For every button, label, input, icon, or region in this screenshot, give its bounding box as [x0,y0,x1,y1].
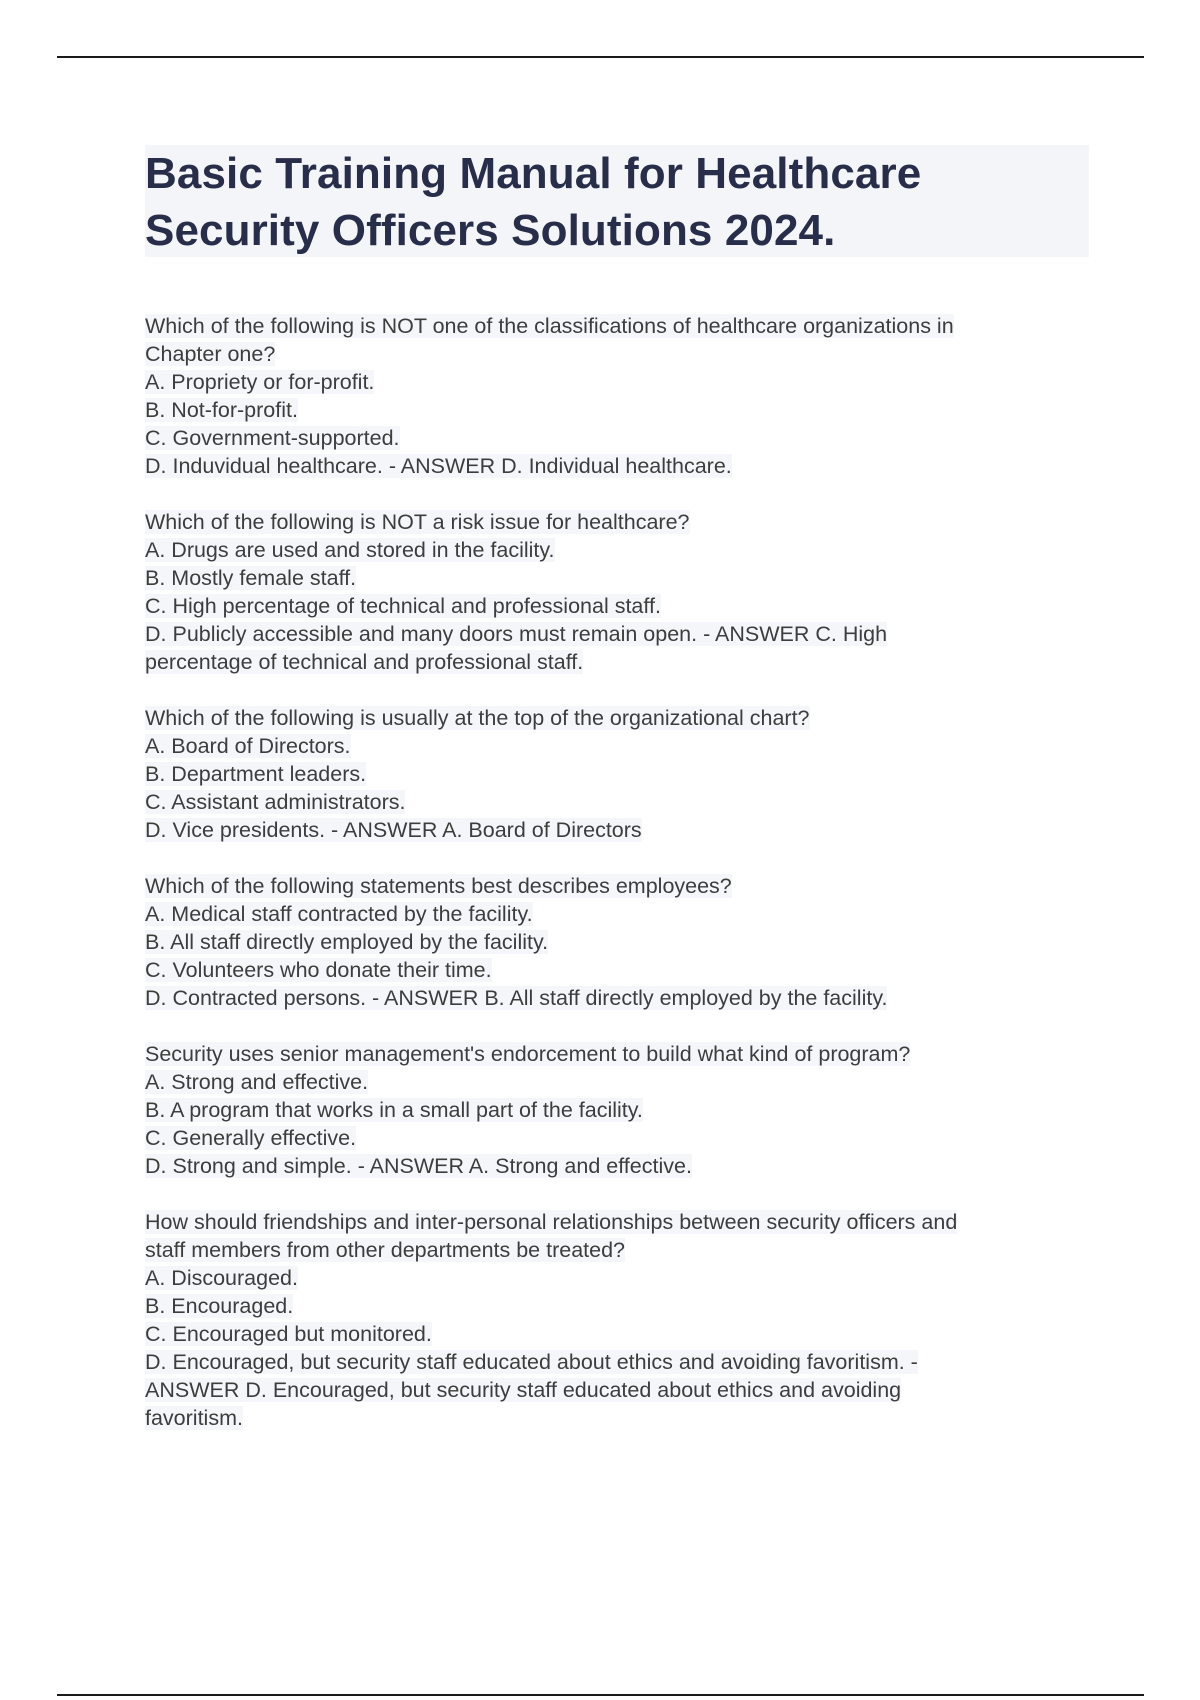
option-line: B. Department leaders. [145,762,367,786]
option-line: C. Government-supported. [145,426,400,450]
answer-line: D. Vice presidents. - ANSWER A. Board of Directors [145,818,642,842]
question-line: Which of the following is NOT one of the classifications of healthcare organizations in [145,314,954,338]
option-line: A. Board of Directors. [145,734,351,758]
title-line: Security Officers Solutions 2024. [145,206,836,255]
bottom-rule [57,1694,1144,1696]
option-line: C. Encouraged but monitored. [145,1322,432,1346]
option-line: B. All staff directly employed by the facility. [145,930,549,954]
question-block [145,1040,1089,1180]
answer-line: D. Strong and simple. - ANSWER A. Strong and effective. [145,1154,692,1178]
question-line: Which of the following statements best describes employees? [145,874,732,898]
question-block [145,312,1089,480]
question-block [145,1208,1089,1432]
question-list [145,312,1089,1460]
question-line: Which of the following is NOT a risk issue for healthcare? [145,510,690,534]
question-line: How should friendships and inter-personal relationships between security officers and [145,1210,958,1234]
option-line: B. A program that works in a small part of the facility. [145,1098,643,1122]
question-line: Chapter one? [145,342,276,366]
question-line: Which of the following is usually at the top of the organizational chart? [145,706,810,730]
option-line: C. Generally effective. [145,1126,357,1150]
answer-line: favoritism. [145,1406,243,1430]
answer-line: percentage of technical and professional staff. [145,650,584,674]
answer-line: D. Encouraged, but security staff educated about ethics and avoiding favoritism. - [145,1350,918,1374]
question-block [145,508,1089,676]
option-line: C. Volunteers who donate their time. [145,958,492,982]
question-line: Security uses senior management's endorcement to build what kind of program? [145,1042,911,1066]
option-line: A. Propriety or for-profit. [145,370,375,394]
answer-line: ANSWER D. Encouraged, but security staff educated about ethics and avoiding [145,1378,902,1402]
option-line: C. Assistant administrators. [145,790,406,814]
answer-line: D. Contracted persons. - ANSWER B. All staff directly employed by the facility. [145,986,888,1010]
option-line: A. Medical staff contracted by the facility. [145,902,533,926]
option-line: B. Mostly female staff. [145,566,357,590]
option-line: A. Strong and effective. [145,1070,369,1094]
title-line: Basic Training Manual for Healthcare [145,149,922,198]
option-line: C. High percentage of technical and professional staff. [145,594,661,618]
option-line: A. Drugs are used and stored in the facility. [145,538,555,562]
answer-line: D. Induvidual healthcare. - ANSWER D. Individual healthcare. [145,454,732,478]
top-rule [57,56,1144,58]
option-line: A. Discouraged. [145,1266,298,1290]
title-block [145,145,1089,257]
option-line: B. Encouraged. [145,1294,294,1318]
question-line: staff members from other departments be treated? [145,1238,626,1262]
option-line: B. Not-for-profit. [145,398,298,422]
question-block [145,872,1089,1012]
question-block [145,704,1089,844]
answer-line: D. Publicly accessible and many doors must remain open. - ANSWER C. High [145,622,888,646]
page-title [145,145,1089,259]
